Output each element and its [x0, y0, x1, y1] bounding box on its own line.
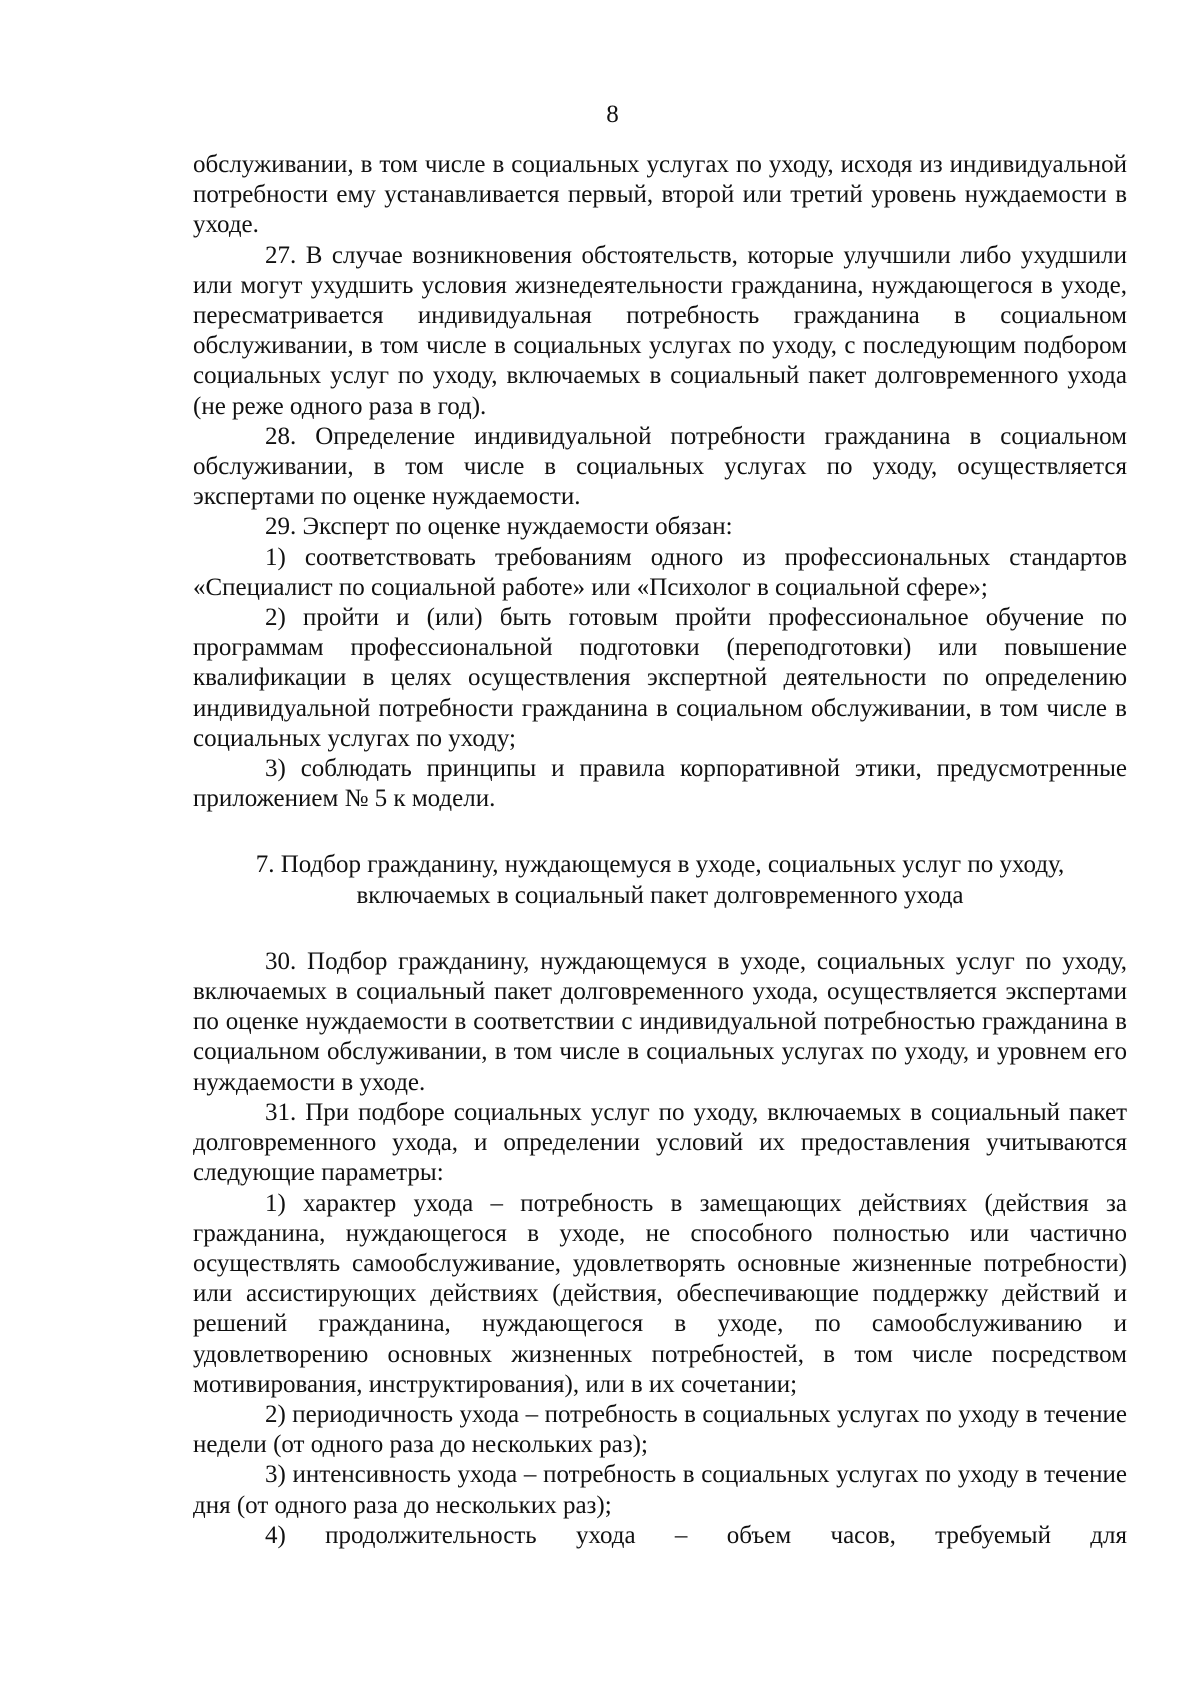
paragraph-27: 27. В случае возникновения обстоятельств, которые улучшили либо ухудшили или могут ухудшить условия жизнедеятельности гражданина, нуждающегося в уходе, пересматривается индивидуальная потребность гражданина в социальном обслуживании, в том числе в социальных услугах по уходу, с последующим подбором социальных услуг по уходу, включаемых в социальный пакет долговременного ухода (не реже одного раза в год).: [193, 241, 1127, 420]
section-heading: [193, 850, 1127, 910]
list-item-31-4: 4) продолжительность ухода – объем часов, требуемый для: [265, 1521, 1127, 1549]
list-item-31-2: 2) периодичность ухода – потребность в социальных услугах по уходу в течение недели (от одного раза до нескольких раз);: [193, 1400, 1127, 1459]
document-body: [193, 150, 1127, 1551]
paragraph-continuation: обслуживании, в том числе в социальных услугах по уходу, исходя из индивидуальной потребности ему устанавливается первый, второй или третий уровень нуждаемости в уходе.: [193, 151, 1127, 239]
paragraph-28: 28. Определение индивидуальной потребности гражданина в социальном обслуживании, в том числе в социальных услугах по уходу, осуществляется экспертами по оценке нуждаемости.: [193, 422, 1127, 511]
page-number: 8: [606, 101, 619, 128]
paragraph-31: 31. При подборе социальных услуг по уходу, включаемых в социальный пакет долговременного ухода, и определении условий их предоставления учитываются следующие параметры:: [193, 1098, 1127, 1187]
paragraph-30: 30. Подбор гражданину, нуждающемуся в уходе, социальных услуг по уходу, включаемых в социальный пакет долговременного ухода, осуществляется экспертами по оценке нуждаемости в соответствии с индивидуальной потребностью гражданина в социальном обслуживании, в том числе в социальных услугах по уходу, и уровнем его нуждаемости в уходе.: [193, 947, 1127, 1096]
section-heading-line-2: включаемых в социальный пакет долговременного ухода: [356, 881, 964, 909]
list-item-29-1: 1) соответствовать требованиям одного из профессиональных стандартов «Специалист по социальной работе» или «Психолог в социальной сфере»;: [193, 543, 1127, 601]
section-heading-line-1: 7. Подбор гражданину, нуждающемуся в уходе, социальных услуг по уходу,: [255, 851, 1065, 879]
list-item-29-2: 2) пройти и (или) быть готовым пройти профессиональное обучение по программам профессиональной подготовки (переподготовки) или повышение квалификации в целях осуществления экспертной деятельности по определению индивидуальной потребности гражданина в социальном обслуживании, в том числе в социальных услугах по уходу;: [193, 604, 1127, 752]
paragraph-29: 29. Эксперт по оценке нуждаемости обязан:: [265, 513, 733, 541]
list-item-31-3: 3) интенсивность ухода – потребность в социальных услугах по уходу в течение дня (от одного раза до нескольких раз);: [193, 1461, 1127, 1519]
list-item-31-1: 1) характер ухода – потребность в замещающих действиях (действия за гражданина, нуждающегося в уходе, не способного полностью или частично осуществлять самообслуживание, удовлетворять основные жизненные потребности) или ассистирующих действиях (действия, обеспечивающие поддержку действий и решений гражданина, нуждающегося в уходе, по самообслуживанию и удовлетворению основных жизненных потребностей, в том числе посредством мотивирования, инструктирования), или в их сочетании;: [193, 1189, 1127, 1398]
list-item-29-3: 3) соблюдать принципы и правила корпоративной этики, предусмотренные приложением № 5 к модели.: [193, 755, 1127, 813]
